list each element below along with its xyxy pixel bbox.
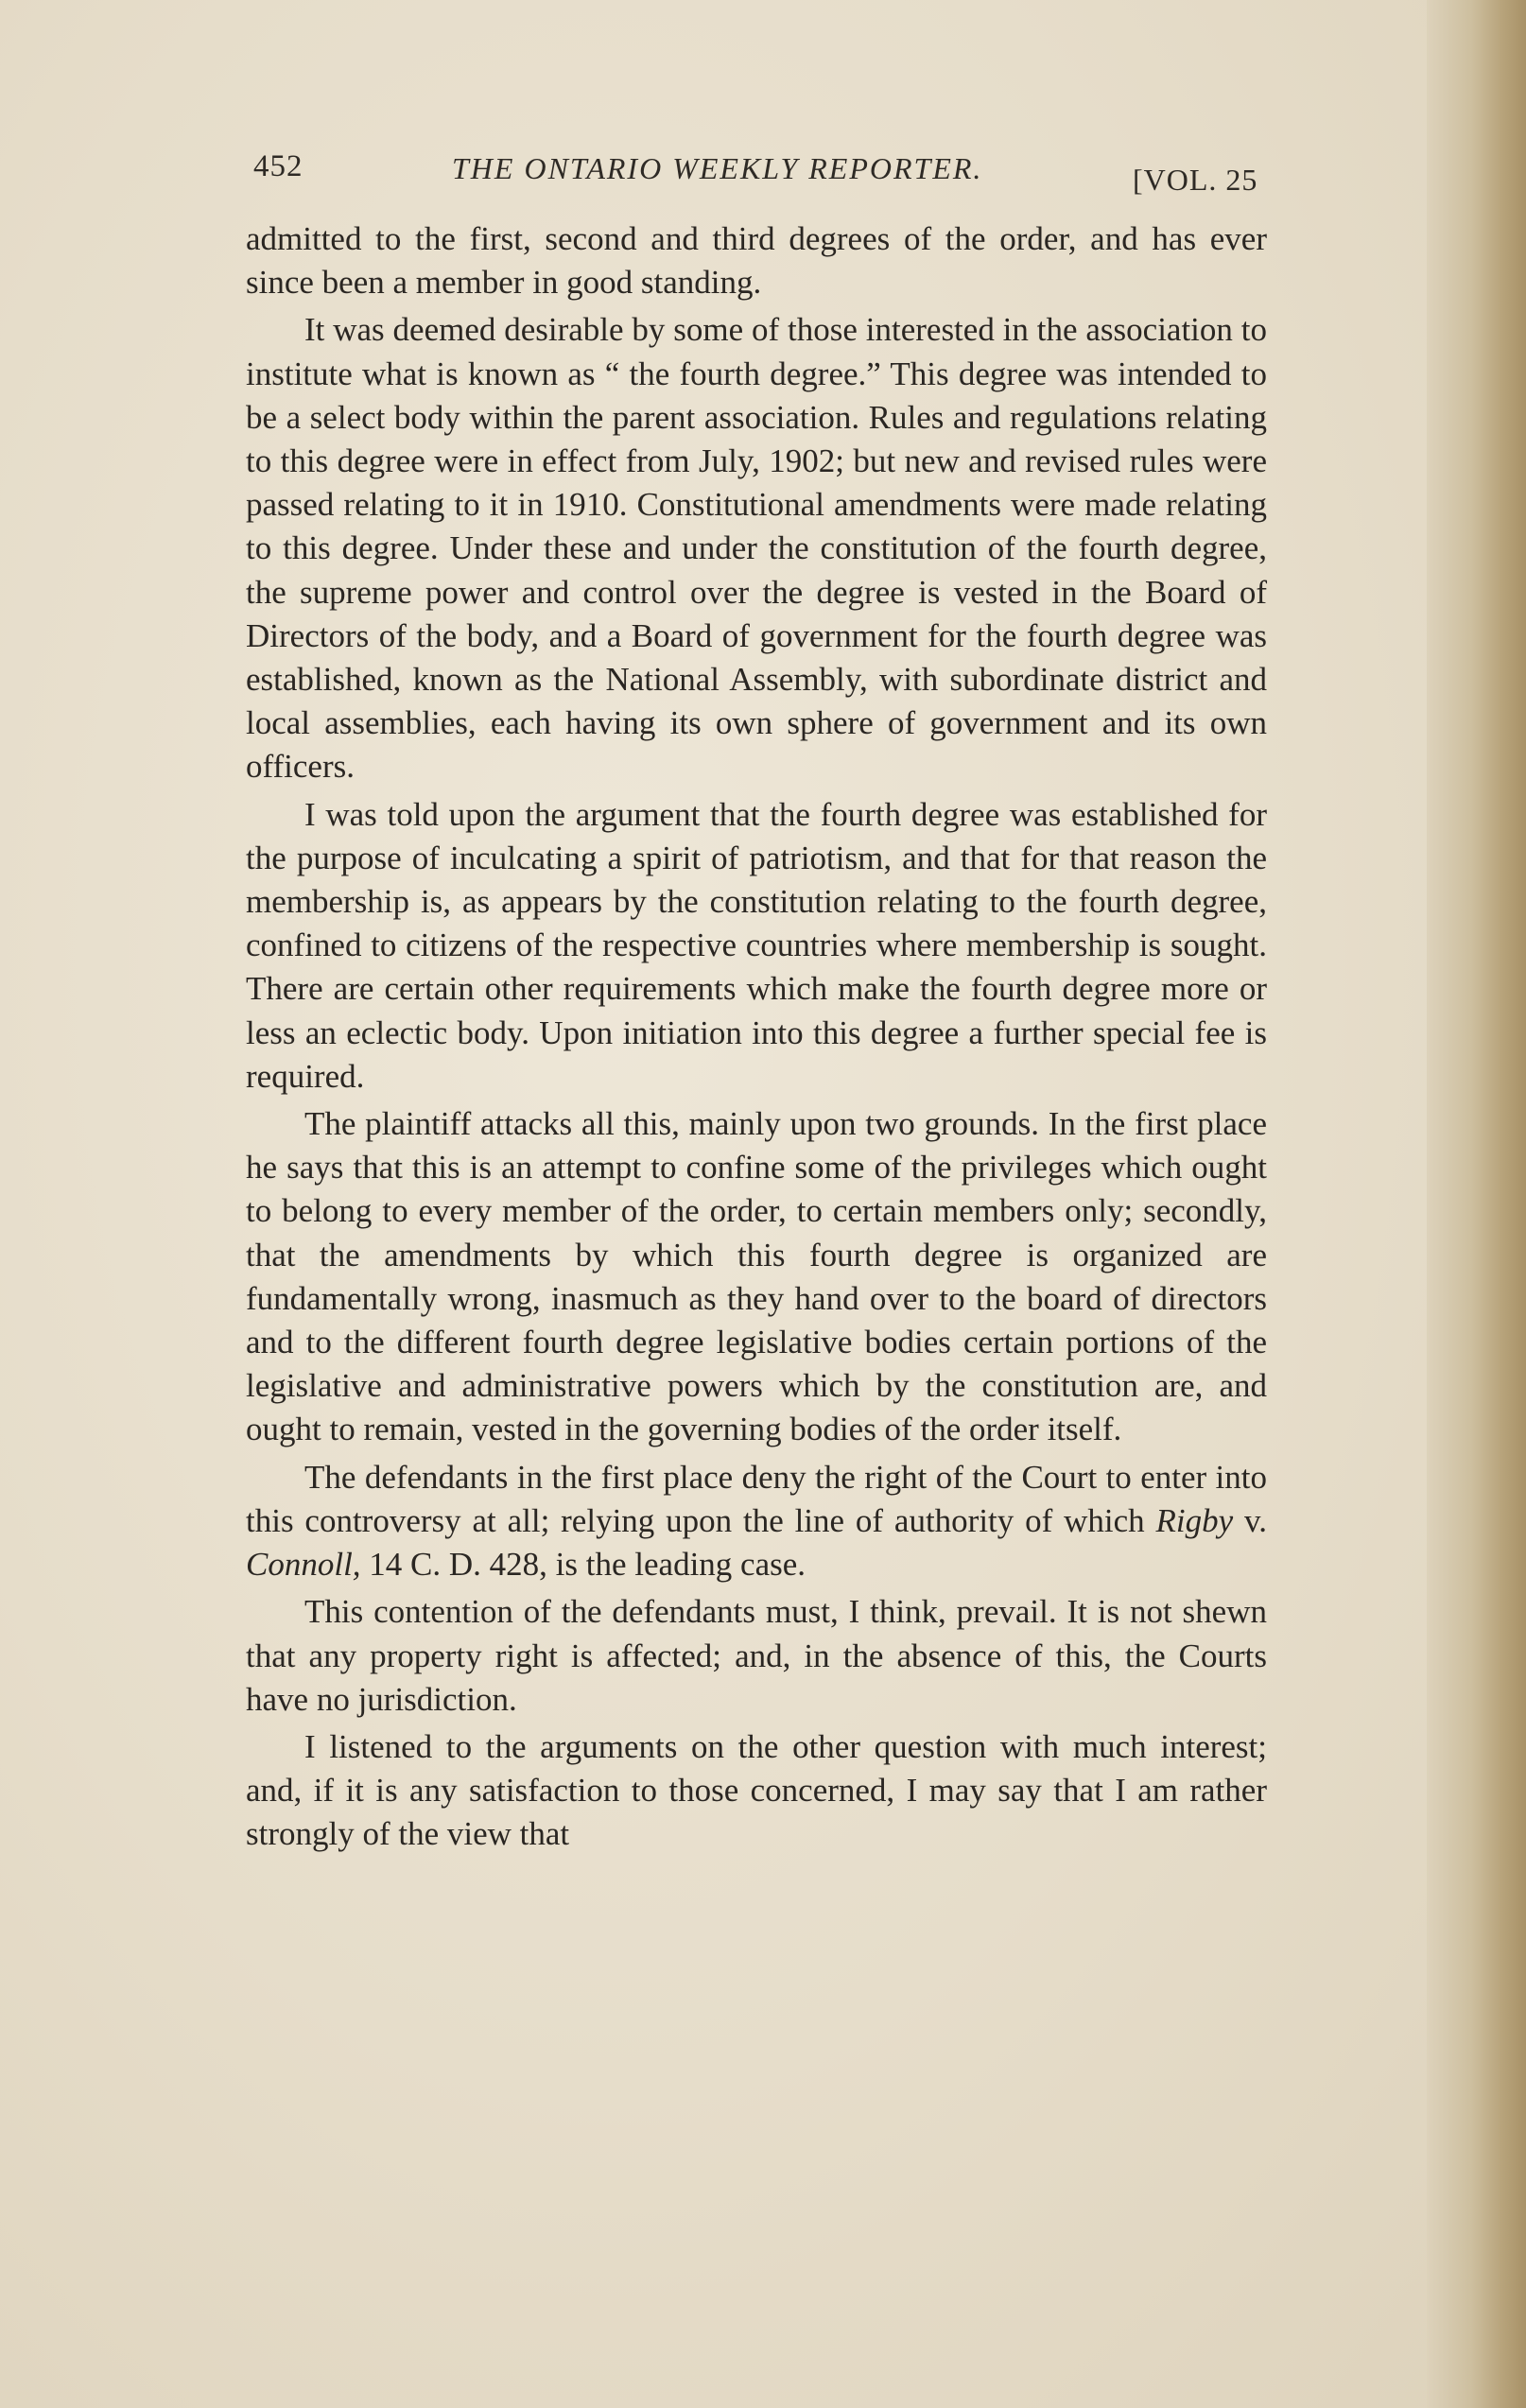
running-title: THE ONTARIO WEEKLY REPORTER. [452, 151, 983, 185]
paragraph-2: It was deemed desirable by some of those interested in the association to institute what is known as “ the fourth degree.” This degree was intended to be a select body within the parent association. Rules and regulations relating to this degree were in effect from July, 1902; but new and revised rules were passed relating to it in 1910. Constitutional amendments were made relating to this degree. Under these and under the constitution of the fourth degree, the supreme power and control over the degree is vested in the Board of Directors of the body, and a Board of government for the fourth degree was established, known as the National Assembly, with subordinate district and local assemblies, each having its own sphere of government and its own officers. [246, 311, 1267, 786]
volume-label: [VOL. 25 [1133, 163, 1258, 197]
paragraph-4: The plaintiff attacks all this, mainly upon two grounds. In the first place he says that this is an attempt to confine some of the privileges which ought to belong to every member of the order, to certain members only; secondly, that the amendments by which this fourth degree is organized are fundamentally wrong, inasmuch as they hand over to the board of directors and to the different fourth degree legislative bodies certain portions of the legislative and administrative powers which by the constitution are, and ought to remain, vested in the governing bodies of the order itself. [246, 1105, 1267, 1448]
paragraph-1: admitted to the first, second and third degrees of the order, and has ever since been a member in good standing. [246, 220, 1267, 302]
paragraph-3: I was told upon the argument that the fourth degree was established for the purpose of inculcating a spirit of patriotism, and that for that reason the membership is, as appears by the constitution relating to the fourth degree, confined to citizens of the respective countries where membership is sought. There are certain other requirements which make the fourth degree more or less an eclectic body. Upon initiation into this degree a further special fee is required. [246, 795, 1267, 1095]
body-text [246, 217, 1267, 1861]
paragraph-5 [246, 1456, 1267, 1587]
case-citation-rigby: Rigby [1155, 1501, 1234, 1539]
paragraph-6: This contention of the defendants must, I think, prevail. It is not shewn that any property right is affected; and, in the absence of this, the Courts have no jurisdiction. [246, 1593, 1267, 1718]
page-gutter-shadow [1427, 0, 1526, 2408]
paragraph-7: I listened to the arguments on the other question with much interest; and, if it is any satisfaction to those concerned, I may say that I am rather strongly of the view that [246, 1727, 1267, 1853]
paragraph-5-text-a: The defendants in the first place deny the right of the Court to enter into this controversy at all; relying upon the line of authority of which [246, 1458, 1267, 1539]
paragraph-5-text-b: v. [1233, 1501, 1267, 1539]
page-header [253, 144, 1267, 200]
paragraph-5-text-c: 14 C. D. 428, is the leading case. [360, 1546, 806, 1584]
page-number: 452 [253, 149, 303, 183]
case-citation-connoll: Connoll, [246, 1546, 361, 1584]
